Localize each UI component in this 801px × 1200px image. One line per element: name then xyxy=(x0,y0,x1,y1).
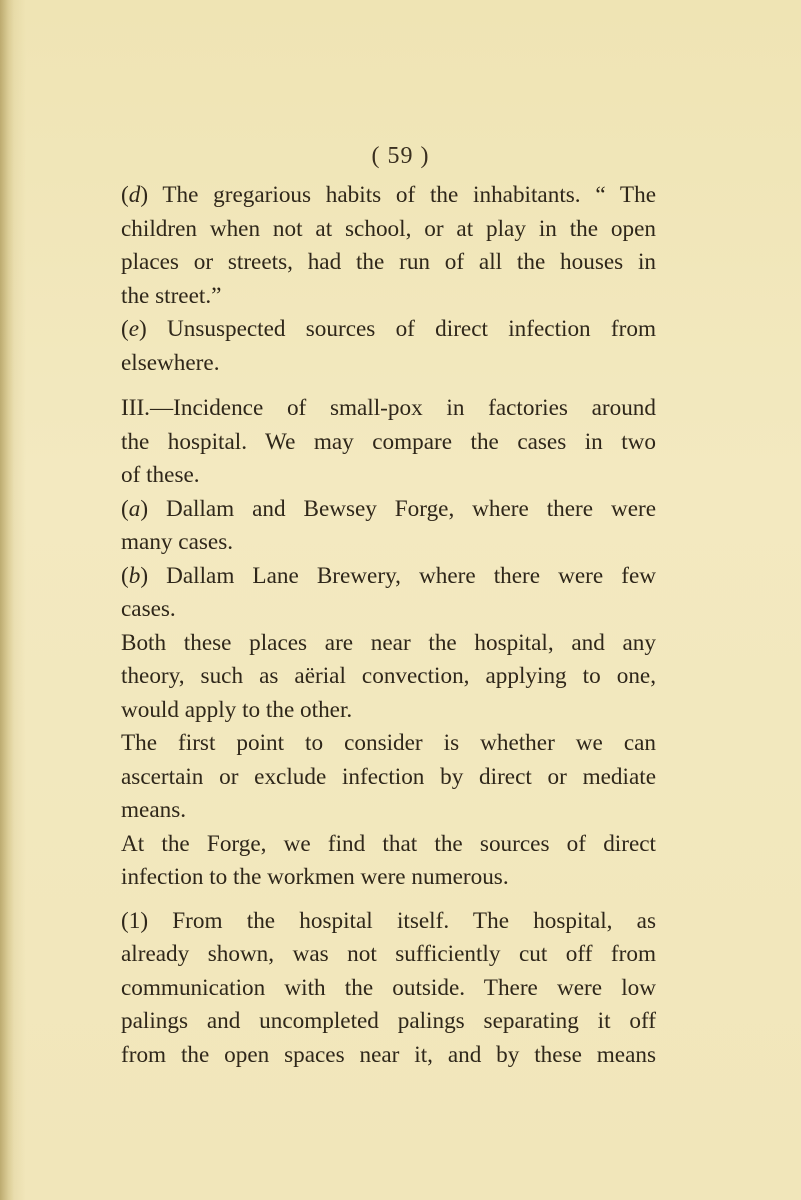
text-line: Both these places are near the hospital, and any xyxy=(121,629,656,656)
page-number: ( 59 ) xyxy=(371,143,430,169)
text-line: places or streets, had the run of all the houses in xyxy=(121,249,656,275)
text-line: palings and uncompleted palings separating it off xyxy=(121,1008,656,1034)
text-line: children when not at school, or at play in the open xyxy=(121,215,656,242)
text-line: (b) Dallam Lane Brewery, where there were few xyxy=(121,562,656,589)
text-line: many cases. xyxy=(121,529,234,555)
text-line: already shown, was not sufficiently cut off from xyxy=(121,941,656,967)
text-line: cases. xyxy=(121,596,176,622)
text-line: theory, such as aërial convection, applying to one, xyxy=(121,663,656,689)
text-line: the street.” xyxy=(121,282,222,309)
text-line: (1) From the hospital itself. The hospital, as xyxy=(121,907,656,934)
text-line: (e) Unsuspected sources of direct infection from xyxy=(121,316,656,342)
text-line: elsewhere. xyxy=(121,349,220,376)
text-line: ascertain or exclude infection by direct or mediate xyxy=(121,763,656,790)
binding-gutter xyxy=(0,0,14,1200)
text-line: communication with the outside. There were low xyxy=(121,974,656,1001)
text-line: At the Forge, we find that the sources of direct xyxy=(121,830,656,857)
text-line: III.—Incidence of small-pox in factories around xyxy=(121,395,656,421)
text-line: infection to the workmen were numerous. xyxy=(121,864,509,890)
text-line: of these. xyxy=(121,462,200,488)
text-line: The first point to consider is whether we can xyxy=(121,730,656,756)
text-line: means. xyxy=(121,797,187,823)
text-line: from the open spaces near it, and by these means xyxy=(121,1041,656,1068)
text-line: would apply to the other. xyxy=(121,696,353,723)
text-line: the hospital. We may compare the cases in two xyxy=(121,428,656,455)
text-line: (a) Dallam and Bewsey Forge, where there were xyxy=(121,495,656,522)
body-text xyxy=(121,179,656,1072)
text-line: (d) The gregarious habits of the inhabitants. “ The xyxy=(121,182,656,208)
